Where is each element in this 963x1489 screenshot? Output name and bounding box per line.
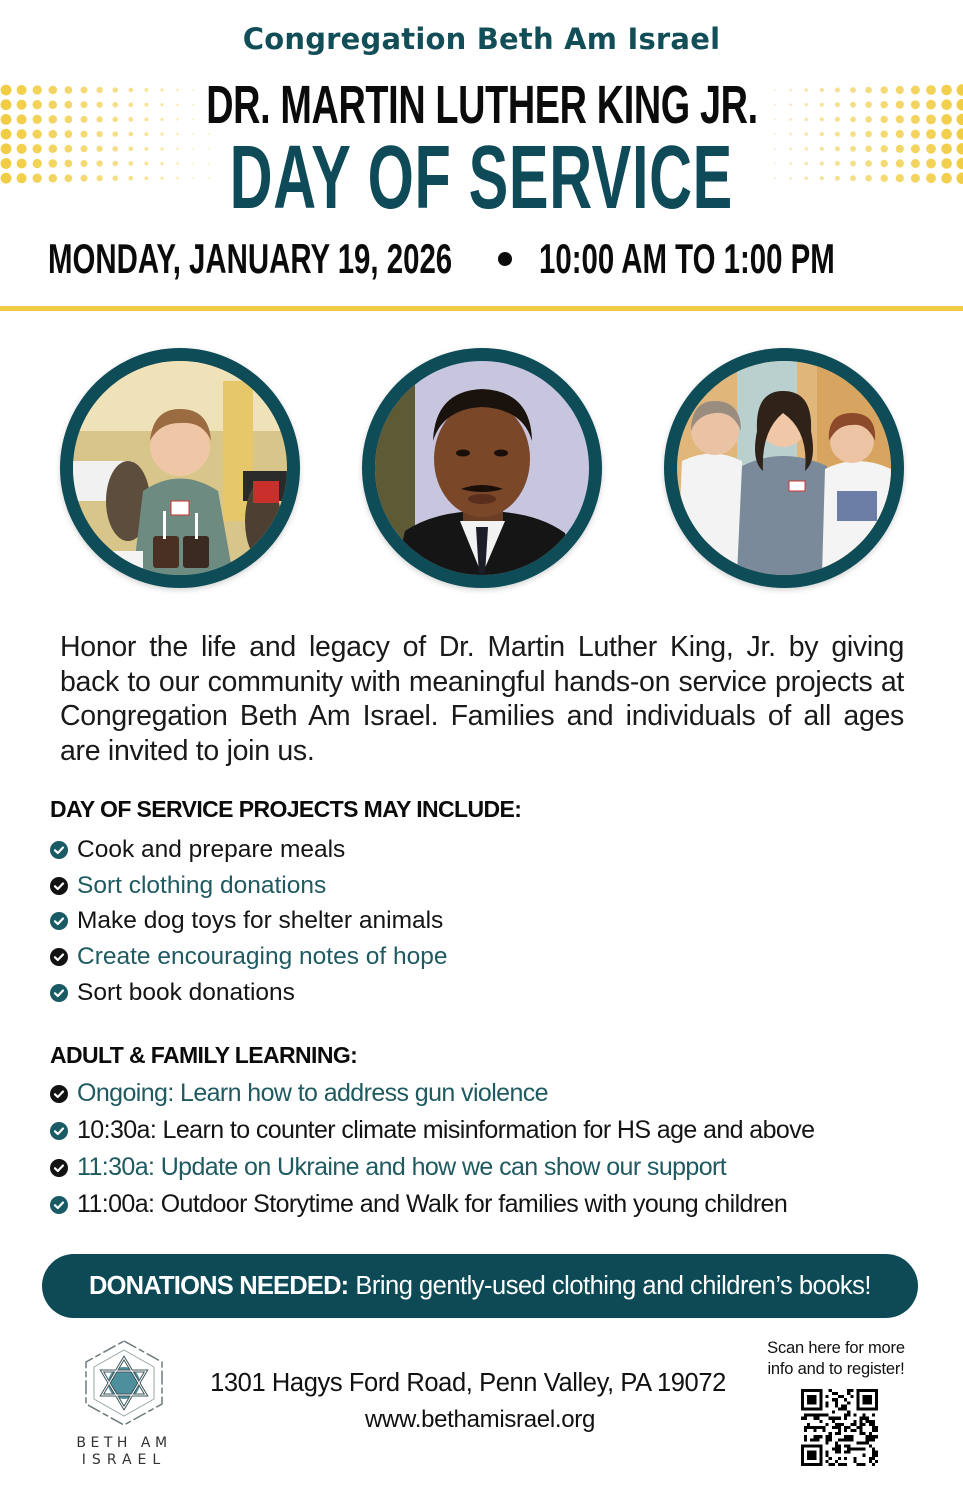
list-item-label: Create encouraging notes of hope: [77, 942, 448, 970]
check-circle-icon: [50, 984, 68, 1002]
qr-instructions-line2: info and to register!: [767, 1360, 905, 1378]
donations-text: Bring gently-used clothing and children’s books!: [355, 1271, 871, 1300]
list-item: [50, 903, 448, 939]
list-item: [50, 1075, 814, 1112]
check-circle-icon: [50, 912, 68, 930]
qr-code-icon[interactable]: [801, 1389, 878, 1466]
list-item-label: Sort book donations: [77, 978, 295, 1006]
check-circle-icon: [50, 948, 68, 966]
learning-list: [50, 1075, 814, 1223]
title-line2-container: [0, 128, 963, 228]
list-item: [50, 832, 448, 868]
event-title-name: DR. MARTIN LUTHER KING JR.: [205, 75, 758, 135]
qr-instructions: [752, 1338, 920, 1380]
website-link[interactable]: www.bethamisrael.org: [364, 1406, 596, 1433]
check-circle-icon: [50, 1159, 68, 1177]
bullet-separator-icon: [498, 252, 512, 266]
event-date: MONDAY, JANUARY 19, 2026: [48, 235, 453, 282]
check-circle-icon: [50, 841, 68, 859]
intro-paragraph: Honor the life and legacy of Dr. Martin Luther King, Jr. by giving back to our community with meaningful hands-on service projects at Congregation Beth Am Israel. Families and individuals of all ages are invited to join us.: [60, 631, 904, 768]
list-item: [50, 1149, 814, 1186]
list-item-label: 11:30a: Update on Ukraine and how we can show our support: [77, 1153, 727, 1181]
list-item-label: Sort clothing donations: [77, 871, 327, 899]
donations-banner: [42, 1254, 918, 1318]
organization-name: Congregation Beth Am Israel: [242, 22, 721, 56]
check-circle-icon: [50, 1196, 68, 1214]
mlk-portrait-photo: [362, 348, 602, 588]
address: 1301 Hagys Ford Road, Penn Valley, PA 19072: [210, 1369, 726, 1397]
list-item-label: 10:30a: Learn to counter climate misinformation for HS age and above: [77, 1116, 815, 1144]
list-item-label: Ongoing: Learn how to address gun violence: [77, 1079, 548, 1107]
yellow-divider: [0, 306, 963, 311]
mlk-portrait-illustration: [375, 361, 589, 575]
check-circle-icon: [50, 1085, 68, 1103]
check-circle-icon: [50, 1122, 68, 1140]
list-item: [50, 1186, 814, 1223]
list-item-label: 11:00a: Outdoor Storytime and Walk for families with young children: [77, 1190, 788, 1218]
date-time-row: [48, 236, 858, 282]
check-circle-icon: [50, 877, 68, 895]
child-photo-illustration: [73, 361, 287, 575]
title-line1-container: [0, 76, 963, 134]
logo-text-line1: BETH AM: [76, 1435, 172, 1451]
event-title-day-of-service: DAY OF SERVICE: [229, 128, 734, 228]
list-item: [50, 975, 448, 1011]
list-item-label: Make dog toys for shelter animals: [77, 907, 444, 935]
event-time: 10:00 AM TO 1:00 PM: [539, 235, 835, 282]
logo-text-line2: ISRAEL: [81, 1452, 167, 1468]
volunteers-illustration: [677, 361, 891, 575]
qr-instructions-line1: Scan here for more: [767, 1339, 905, 1357]
list-item: [50, 868, 448, 904]
donations-label: DONATIONS NEEDED:: [89, 1271, 349, 1300]
beth-am-israel-logo-icon: [78, 1338, 170, 1428]
volunteers-photo: [664, 348, 904, 588]
child-with-planters-photo: [60, 348, 300, 588]
list-item: [50, 1112, 814, 1149]
list-item: [50, 939, 448, 975]
projects-list: [50, 832, 448, 1010]
projects-heading: DAY OF SERVICE PROJECTS MAY INCLUDE:: [50, 796, 522, 822]
learning-heading: ADULT & FAMILY LEARNING:: [50, 1042, 358, 1068]
list-item-label: Cook and prepare meals: [77, 835, 346, 863]
